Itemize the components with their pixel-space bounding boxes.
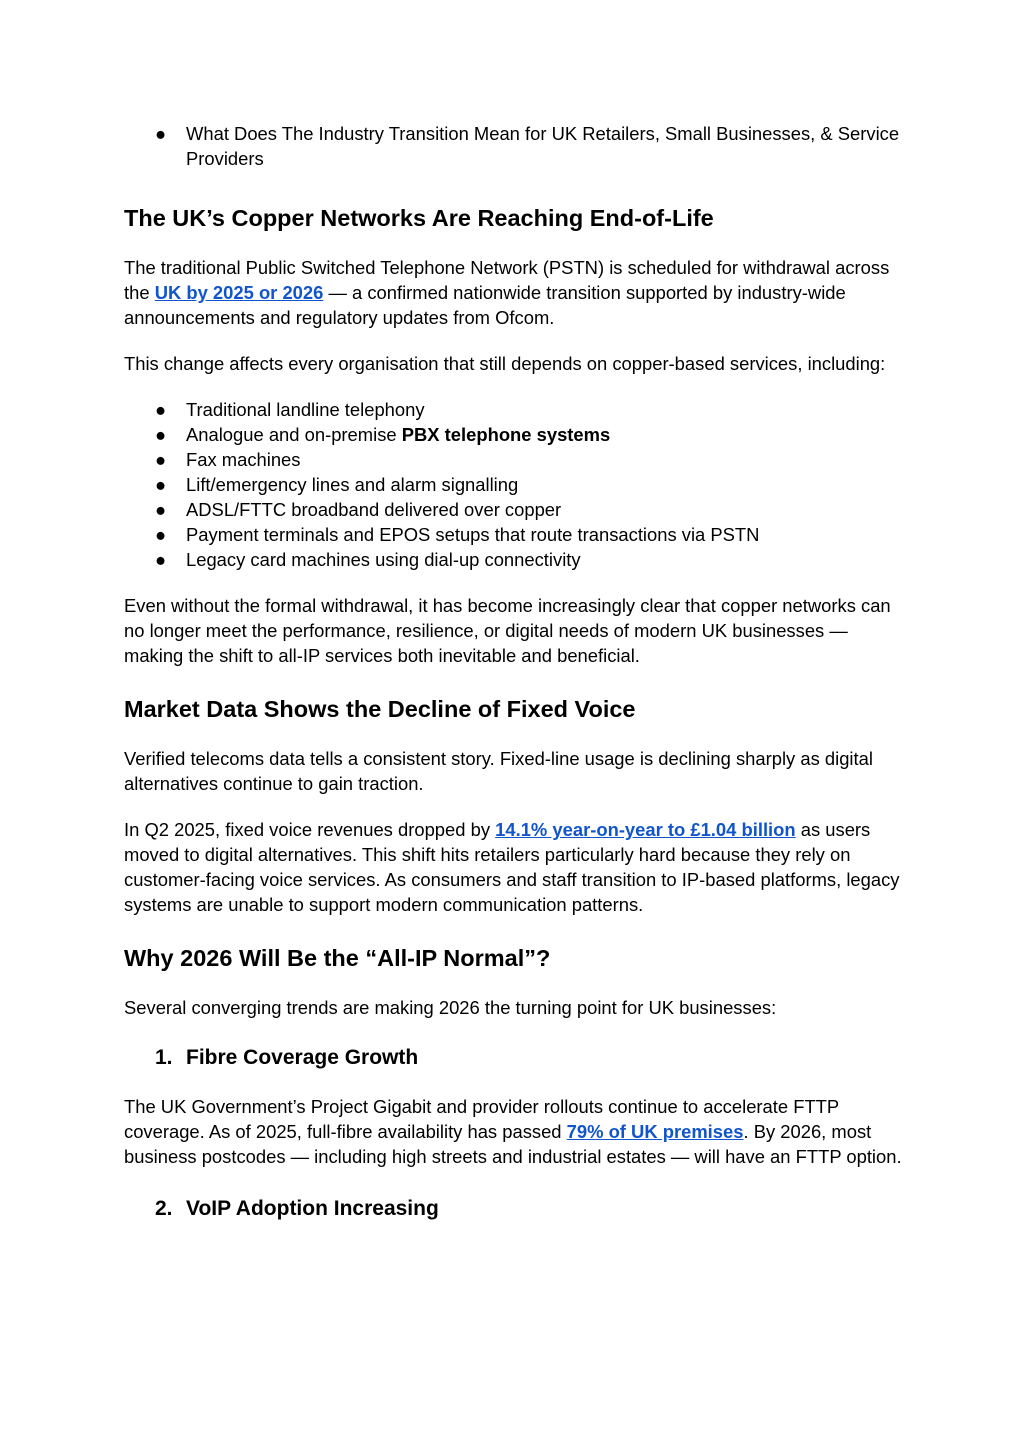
bullet-icon: ● <box>155 549 167 570</box>
section-heading-why-2026: Why 2026 Will Be the “All-IP Normal”? <box>124 945 551 971</box>
bullet-icon: ● <box>155 424 167 445</box>
link-uk-premises[interactable]: 79% of UK premises <box>566 1121 744 1142</box>
list-item: ● Lift/emergency lines and alarm signalling <box>155 474 519 495</box>
list-item: ● What Does The Industry Transition Mean for UK Retailers, Small Businesses, & Service Providers <box>155 123 900 169</box>
list-item: ● Payment terminals and EPOS setups that route transactions via PSTN <box>155 524 760 545</box>
subheading-fibre-coverage: 1. Fibre Coverage Growth <box>155 1046 419 1069</box>
bullet-icon: ● <box>155 499 167 520</box>
bullet-icon: ● <box>155 449 167 470</box>
list-item: ● Legacy card machines using dial-up connectivity <box>155 549 581 570</box>
subheading-voip-adoption: 2. VoIP Adoption Increasing <box>155 1197 439 1220</box>
list-item: ● Analogue and on-premise PBX telephone systems <box>155 424 611 445</box>
bullet-icon: ● <box>155 123 167 144</box>
section-heading-copper: The UK’s Copper Networks Are Reaching End-of-Life <box>124 205 714 231</box>
bullet-icon: ● <box>155 474 167 495</box>
document-content <box>124 121 904 1223</box>
bullet-icon: ● <box>155 399 167 420</box>
copper-paragraph-3: Even without the formal withdrawal, it has become increasingly clear that copper networks can no longer meet the performance, resilience, or digital needs of modern UK businesses — making the shift to all-IP services both inevitable and beneficial. <box>124 595 891 666</box>
link-fixed-voice-revenue[interactable]: 14.1% year-on-year to £1.04 billion <box>495 819 796 840</box>
market-paragraph-2: In Q2 2025, fixed voice revenues dropped by 14.1% year-on-year to £1.04 billion as users moved to digital alternatives. This shift hits retailers particularly hard because they rely on customer-facing voice services. As consumers and staff transition to IP-based platforms, legacy systems are unable to support modern communication patterns. <box>124 819 900 915</box>
copper-paragraph-2: This change affects every organisation that still depends on copper-based services, including: <box>124 353 886 374</box>
section-heading-market: Market Data Shows the Decline of Fixed Voice <box>124 696 636 722</box>
bullet-icon: ● <box>155 524 167 545</box>
fibre-paragraph: The UK Government’s Project Gigabit and provider rollouts continue to accelerate FTTP coverage. As of 2025, full-fibre availability has passed 79% of UK premises. By 2026, most business postcodes — including high streets and industrial estates — will have an FTTP option. <box>124 1096 902 1167</box>
copper-service-list <box>124 397 904 572</box>
why-paragraph-1: Several converging trends are making 2026 the turning point for UK businesses: <box>124 997 777 1018</box>
top-bullet-list <box>124 121 904 171</box>
copper-paragraph-1: The traditional Public Switched Telephone Network (PSTN) is scheduled for withdrawal across the UK by 2025 or 2026 — a confirmed nationwide transition supported by industry-wide announcements and regulatory updates from Ofcom. <box>124 257 890 328</box>
list-item: ● ADSL/FTTC broadband delivered over copper <box>155 499 562 520</box>
link-uk-2025-2026[interactable]: UK by 2025 or 2026 <box>154 282 324 303</box>
market-paragraph-1: Verified telecoms data tells a consistent story. Fixed-line usage is declining sharply as digital alternatives continue to gain traction. <box>124 748 873 794</box>
list-item: ● Fax machines <box>155 449 301 470</box>
list-item: ● Traditional landline telephony <box>155 399 425 420</box>
